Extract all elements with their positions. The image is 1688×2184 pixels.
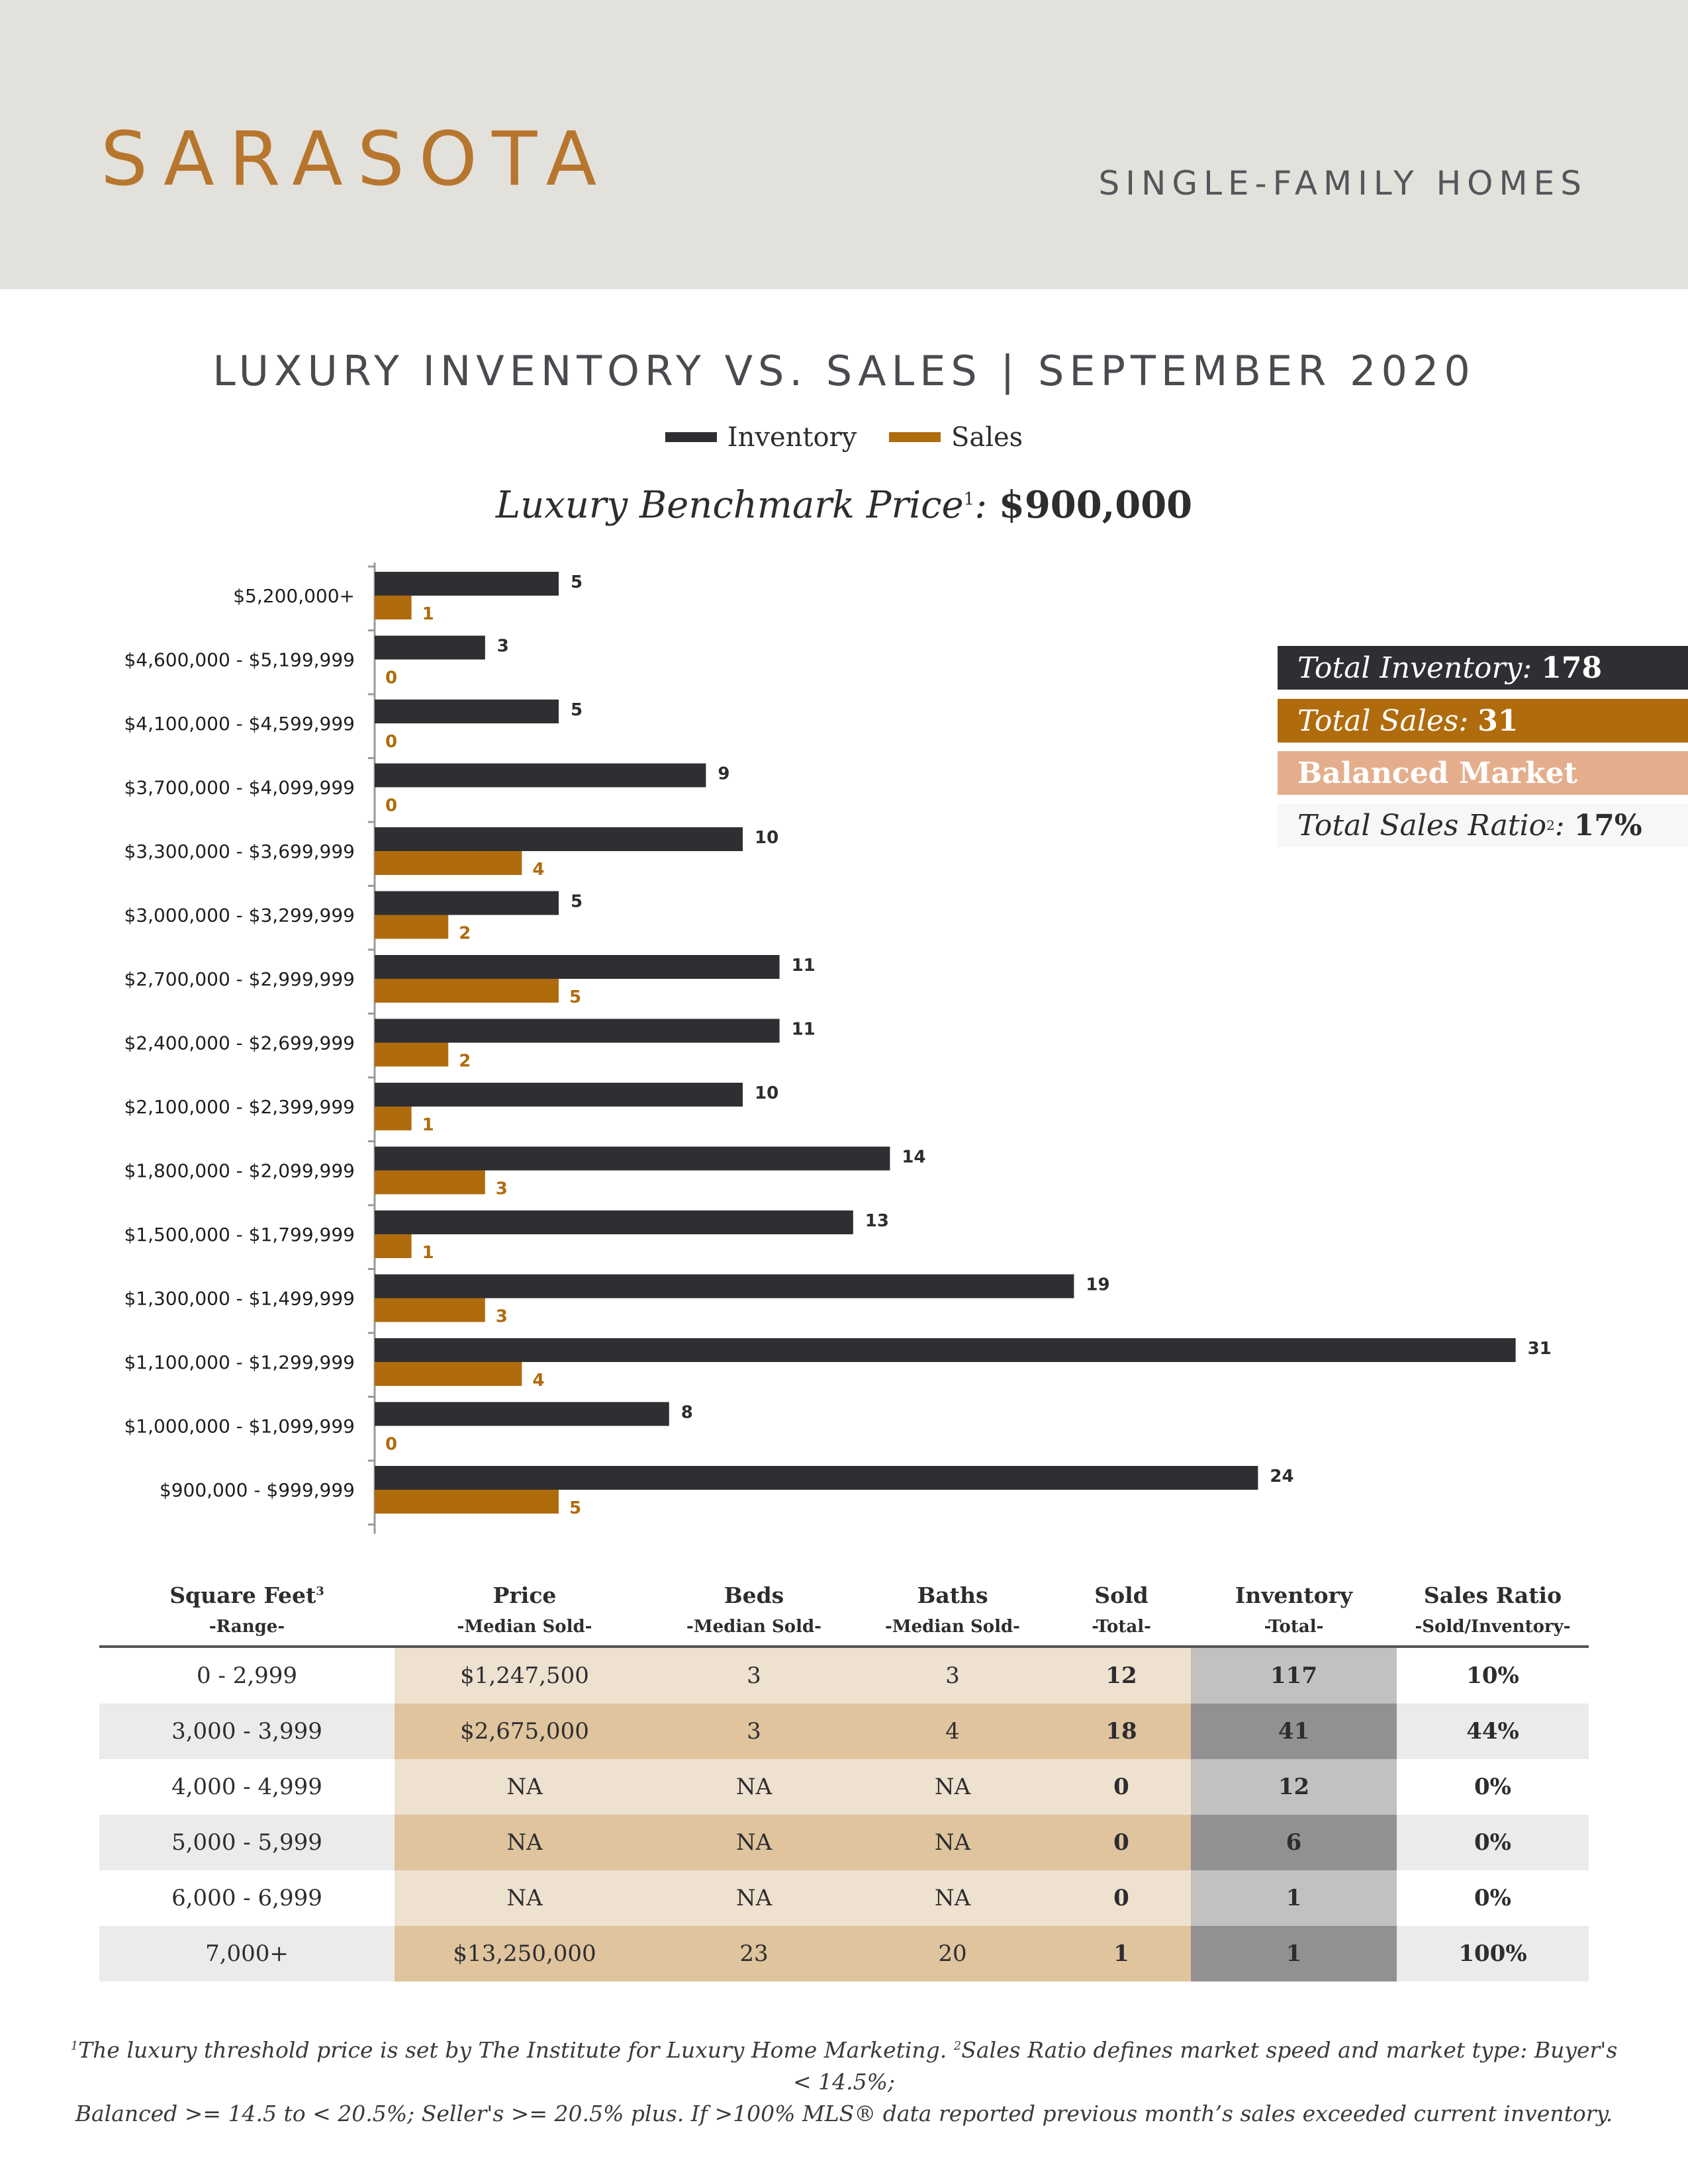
table-row [99,1926,1589,1981]
category-label: $3,300,000 - $3,699,999 [124,841,355,862]
sales-bar [375,1234,412,1258]
square-feet-table [99,1575,1589,1981]
sales-value-label: 1 [422,1243,434,1263]
benchmark-footnote-mark: 1 [963,489,975,510]
footnote-text-3: Balanced >= 14.5 to < 20.5%; Seller's >= 20.5% plus. If >100% MLS® data reported previous month’s sales exceeded current inventory. [75,2101,1613,2126]
cell-price: $2,675,000 [395,1704,655,1759]
table-row [99,1759,1589,1815]
sales-value-label: 1 [422,1115,434,1135]
sales-value-label: 5 [569,1498,582,1518]
inventory-value-label: 8 [680,1402,693,1423]
total-sales-ratio-value: 17% [1573,808,1642,842]
cell-inventory: 117 [1191,1647,1397,1704]
inventory-bar [375,1275,1074,1298]
inventory-bar [375,955,780,979]
cell-sold: 18 [1052,1704,1191,1759]
benchmark-value: $900,000 [998,483,1193,527]
total-sales-ratio-box [1278,803,1688,847]
sales-bar [375,1171,485,1195]
inventory-bar [375,827,743,851]
col-subheader: -Median Sold- [655,1608,853,1647]
category-label: $2,700,000 - $2,999,999 [124,968,355,990]
inventory-bar [375,1402,669,1426]
cell-price: $13,250,000 [395,1926,655,1981]
cell-price: NA [395,1759,655,1815]
cell-baths: NA [853,1815,1052,1870]
inventory-bar [375,572,559,596]
cell-baths: NA [853,1870,1052,1926]
sales-value-label: 0 [385,1434,398,1455]
chart-title: LUXURY INVENTORY VS. SALES | SEPTEMBER 2020 [212,347,1476,395]
inventory-value-label: 11 [791,956,816,976]
table-row [99,1647,1589,1704]
category-label: $900,000 - $999,999 [159,1479,355,1501]
table-row [99,1815,1589,1870]
table-header-row [99,1575,1589,1608]
cell-range: 4,000 - 4,999 [99,1759,395,1815]
footnote-mark-2: 2 [953,2039,962,2053]
inventory-value-label: 5 [571,700,583,720]
col-header-inventory: Inventory [1235,1582,1353,1608]
sales-bar [375,851,522,875]
col-subheader: -Median Sold- [853,1608,1052,1647]
cell-beds: 23 [655,1926,853,1981]
legend-label-sales: Sales [951,422,1023,453]
cell-ratio: 10% [1397,1647,1589,1704]
sales-value-label: 3 [495,1306,508,1327]
cell-range: 0 - 2,999 [99,1647,395,1704]
sales-bar [375,915,448,939]
cell-inventory: 1 [1191,1926,1397,1981]
footnote-mark-1: 1 [70,2039,79,2053]
col-subheader: -Median Sold- [395,1608,655,1647]
total-sales-box [1278,699,1688,743]
cell-beds: NA [655,1815,853,1870]
sales-value-label: 4 [532,1371,545,1390]
sales-bar [375,1107,412,1130]
category-label: $1,500,000 - $1,799,999 [124,1224,355,1246]
sales-value-label: 0 [385,732,398,752]
category-label: $1,300,000 - $1,499,999 [124,1287,355,1310]
total-inventory-box [1278,646,1688,690]
inventory-bar [375,1147,890,1171]
legend-label-inventory: Inventory [727,422,857,453]
sales-value-label: 4 [532,860,545,880]
table-row [99,1870,1589,1926]
cell-beds: 3 [655,1704,853,1759]
table-subheader-row [99,1608,1589,1647]
cell-ratio: 44% [1397,1704,1589,1759]
sqft-footnote-mark: 3 [316,1584,324,1598]
inventory-value-label: 19 [1086,1275,1110,1295]
inventory-bar [375,891,559,915]
sales-bar [375,1043,448,1067]
inventory-bar [375,1083,743,1107]
benchmark-price [0,483,1688,527]
cell-baths: 20 [853,1926,1052,1981]
inventory-value-label: 13 [865,1211,889,1231]
cell-price: NA [395,1815,655,1870]
footnote-text-2: Sales Ratio defines market speed and market type: Buyer's < 14.5%; [792,2037,1618,2095]
cell-beds: 3 [655,1647,853,1704]
col-subheader: -Total- [1191,1608,1397,1647]
ratio-footnote-mark: 2 [1546,817,1555,833]
category-label: $2,400,000 - $2,699,999 [124,1032,355,1054]
sales-value-label: 2 [459,1051,471,1071]
cell-ratio: 0% [1397,1815,1589,1870]
ratio-separator: : [1554,808,1565,842]
col-header-beds: Beds [724,1582,784,1608]
benchmark-separator: : [974,484,988,527]
col-header-square-feet: Square Feet$^3$ [169,1582,324,1608]
col-header-sold: Sold [1094,1582,1149,1608]
cell-sold: 1 [1052,1926,1191,1981]
legend-item-sales [889,422,1023,453]
sales-value-label: 5 [569,987,582,1007]
footnote-text-1: The luxury threshold price is set by The Institute for Luxury Home Marketing. [78,2037,947,2063]
legend-swatch-inventory [665,432,717,442]
inventory-value-label: 10 [755,828,779,848]
total-inventory-value: 178 [1541,651,1603,685]
col-subheader: -Total- [1052,1608,1191,1647]
inventory-bar [375,700,559,723]
col-subheader: -Sold/Inventory- [1397,1608,1589,1647]
header-band [0,0,1688,289]
category-label: $5,200,000+ [233,585,355,607]
col-subheader: -Range- [99,1608,395,1647]
cell-sold: 0 [1052,1870,1191,1926]
inventory-bar [375,1019,780,1043]
inventory-value-label: 14 [902,1147,926,1167]
legend-swatch-sales [889,432,941,442]
category-label: $1,000,000 - $1,099,999 [124,1415,355,1437]
sales-bar [375,1490,559,1514]
category-label: $3,700,000 - $4,099,999 [124,776,355,799]
col-header-baths: Baths [917,1582,988,1608]
cell-ratio: 0% [1397,1759,1589,1815]
sales-value-label: 0 [385,668,398,688]
benchmark-label: Luxury Benchmark Price [495,484,964,527]
col-header-sales-ratio: Sales Ratio [1423,1582,1562,1608]
cell-range: 6,000 - 6,999 [99,1870,395,1926]
cell-range: 5,000 - 5,999 [99,1815,395,1870]
sales-value-label: 3 [495,1179,508,1199]
inventory-bar [375,1338,1516,1362]
inventory-bar [375,1210,853,1234]
sales-value-label: 2 [459,923,471,944]
city-title: SARASOTA [101,116,612,203]
category-label: $1,100,000 - $1,299,999 [124,1351,355,1373]
category-label: $4,600,000 - $5,199,999 [124,649,355,671]
inventory-value-label: 5 [571,891,583,912]
total-inventory-label: Total Inventory: [1297,651,1532,685]
chart-legend [0,418,1688,453]
sales-bar [375,1298,485,1322]
cell-range: 7,000+ [99,1926,395,1981]
cell-inventory: 6 [1191,1815,1397,1870]
cell-sold: 12 [1052,1647,1191,1704]
total-sales-ratio-label: Total Sales Ratio [1297,808,1547,842]
inventory-value-label: 10 [755,1083,779,1103]
inventory-bar [375,764,706,788]
category-label: $2,100,000 - $2,399,999 [124,1096,355,1118]
cell-price: $1,247,500 [395,1647,655,1704]
inventory-value-label: 3 [496,636,509,657]
sales-bar [375,979,559,1003]
cell-beds: NA [655,1870,853,1926]
table-row [99,1704,1589,1759]
category-label: $4,100,000 - $4,599,999 [124,713,355,735]
total-sales-value: 31 [1477,704,1519,738]
cell-baths: NA [853,1759,1052,1815]
col-header-price: Price [492,1582,557,1608]
cell-beds: NA [655,1759,853,1815]
category-label: $3,000,000 - $3,299,999 [124,904,355,927]
inventory-value-label: 24 [1270,1467,1294,1486]
cell-inventory: 1 [1191,1870,1397,1926]
inventory-value-label: 11 [791,1019,816,1040]
inventory-bar [375,1466,1258,1490]
cell-sold: 0 [1052,1759,1191,1815]
sales-bar [375,596,412,619]
cell-inventory: 41 [1191,1704,1397,1759]
inventory-value-label: 31 [1527,1339,1552,1359]
property-type-subtitle: SINGLE-FAMILY HOMES [1098,164,1587,203]
category-label: $1,800,000 - $2,099,999 [124,1160,355,1182]
total-sales-label: Total Sales: [1297,704,1469,738]
sales-value-label: 0 [385,796,398,816]
cell-ratio: 100% [1397,1926,1589,1981]
cell-sold: 0 [1052,1815,1191,1870]
market-type-label: Balanced Market [1297,756,1577,790]
cell-range: 3,000 - 3,999 [99,1704,395,1759]
legend-item-inventory [665,422,857,453]
cell-baths: 4 [853,1704,1052,1759]
inventory-bar [375,636,485,660]
sales-value-label: 1 [422,604,434,624]
cell-baths: 3 [853,1647,1052,1704]
cell-inventory: 12 [1191,1759,1397,1815]
inventory-value-label: 9 [718,764,730,784]
footnote [66,2030,1622,2130]
sales-bar [375,1362,522,1386]
cell-price: NA [395,1870,655,1926]
cell-ratio: 0% [1397,1870,1589,1926]
market-type-box [1278,751,1688,795]
inventory-value-label: 5 [571,572,583,592]
